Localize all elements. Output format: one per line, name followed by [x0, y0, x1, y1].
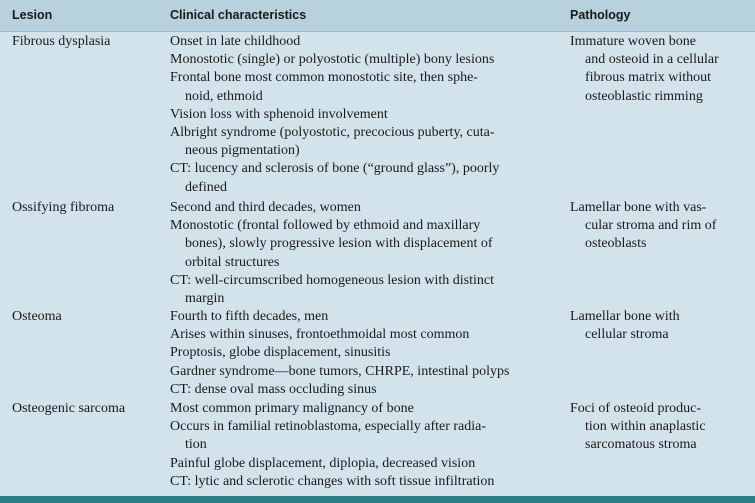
clinical-item: [170, 326, 550, 344]
pathology-line: cellular stroma: [585, 327, 669, 343]
clinical-line: Frontal bone most common monostotic site, then sphe-: [170, 70, 478, 86]
clinical-line: Fourth to fifth decades, men: [170, 309, 329, 324]
pathology-line: Immature woven bone: [570, 34, 696, 49]
clinical-line: CT: dense oval mass occluding sinus: [170, 381, 377, 397]
clinical-line: orbital structures: [185, 254, 280, 270]
clinical-item: [170, 51, 550, 69]
clinical-line: Proptosis, globe displacement, sinusitis: [170, 345, 391, 361]
clinical-line: CT: well-circumscribed homogeneous lesion with distinct: [170, 272, 494, 288]
clinical-item: [170, 217, 550, 272]
pathology-line: osteoblastic rimming: [585, 88, 703, 104]
pathology-description: [570, 400, 750, 455]
pathology-line: osteoblasts: [585, 236, 647, 252]
clinical-item: [170, 124, 550, 160]
pathology-description: [570, 33, 750, 106]
clinical-item: [170, 272, 550, 308]
clinical-item: [170, 455, 550, 473]
lesion-name: Fibrous dysplasia: [12, 34, 111, 49]
header-pathology: Pathology: [570, 8, 631, 22]
clinical-characteristics: [170, 199, 550, 308]
clinical-line: Arises within sinuses, frontoethmoidal most common: [170, 327, 470, 343]
clinical-item: [170, 381, 550, 399]
lesion-name: Osteogenic sarcoma: [12, 401, 126, 416]
clinical-item: [170, 400, 550, 418]
clinical-characteristics: [170, 33, 550, 197]
bottom-rule: [0, 496, 755, 503]
lesion-name: Ossifying fibroma: [12, 200, 115, 215]
clinical-item: [170, 418, 550, 454]
pathology-line: and osteoid in a cellular: [585, 52, 719, 68]
clinical-line: Most common primary malignancy of bone: [170, 401, 414, 416]
lesion-name: Osteoma: [12, 309, 62, 324]
clinical-line: Onset in late childhood: [170, 34, 301, 49]
table-header: [0, 0, 755, 32]
header-clinical-characteristics: Clinical characteristics: [170, 8, 307, 22]
clinical-item: [170, 473, 550, 491]
clinical-line: Monostotic (frontal followed by ethmoid and maxillary: [170, 218, 481, 234]
pathology-line: fibrous matrix without: [585, 70, 711, 86]
clinical-line: Vision loss with sphenoid involvement: [170, 106, 388, 122]
clinical-line: Monostotic (single) or polyostotic (multiple) bony lesions: [170, 52, 495, 68]
pathology-line: tion within anaplastic: [585, 419, 706, 435]
header-lesion: Lesion: [12, 8, 53, 22]
pathology-line: cular stroma and rim of: [585, 218, 717, 234]
clinical-item: [170, 33, 550, 51]
pathology-description: [570, 199, 750, 254]
pathology-description: [570, 308, 750, 344]
clinical-line: neous pigmentation): [185, 143, 300, 159]
clinical-item: [170, 308, 550, 326]
clinical-item: [170, 160, 550, 196]
clinical-line: Painful globe displacement, diplopia, decreased vision: [170, 455, 476, 471]
clinical-characteristics: [170, 400, 550, 491]
clinical-item: [170, 363, 550, 381]
pathology-line: Lamellar bone with vas-: [570, 200, 707, 215]
pathology-line: sarcomatous stroma: [585, 437, 697, 453]
clinical-line: Occurs in familial retinoblastoma, especially after radia-: [170, 419, 487, 435]
clinical-line: defined: [185, 179, 227, 195]
clinical-item: [170, 106, 550, 124]
clinical-item: [170, 199, 550, 217]
pathology-line: Lamellar bone with: [570, 309, 680, 324]
clinical-line: bones), slowly progressive lesion with displacement of: [185, 236, 493, 252]
clinical-item: [170, 69, 550, 105]
clinical-line: CT: lucency and sclerosis of bone (“ground glass”), poorly: [170, 161, 500, 177]
clinical-line: margin: [185, 291, 225, 307]
clinical-characteristics: [170, 308, 550, 399]
clinical-line: Gardner syndrome—bone tumors, CHRPE, intestinal polyps: [170, 363, 510, 379]
clinical-line: CT: lytic and sclerotic changes with soft tissue infiltration: [170, 473, 495, 489]
clinical-line: Second and third decades, women: [170, 200, 361, 215]
clinical-line: noid, ethmoid: [185, 88, 263, 104]
clinical-line: tion: [185, 437, 207, 453]
pathology-line: Foci of osteoid produc-: [570, 401, 702, 416]
clinical-line: Albright syndrome (polyostotic, precocious puberty, cuta-: [170, 125, 495, 141]
clinical-item: [170, 344, 550, 362]
